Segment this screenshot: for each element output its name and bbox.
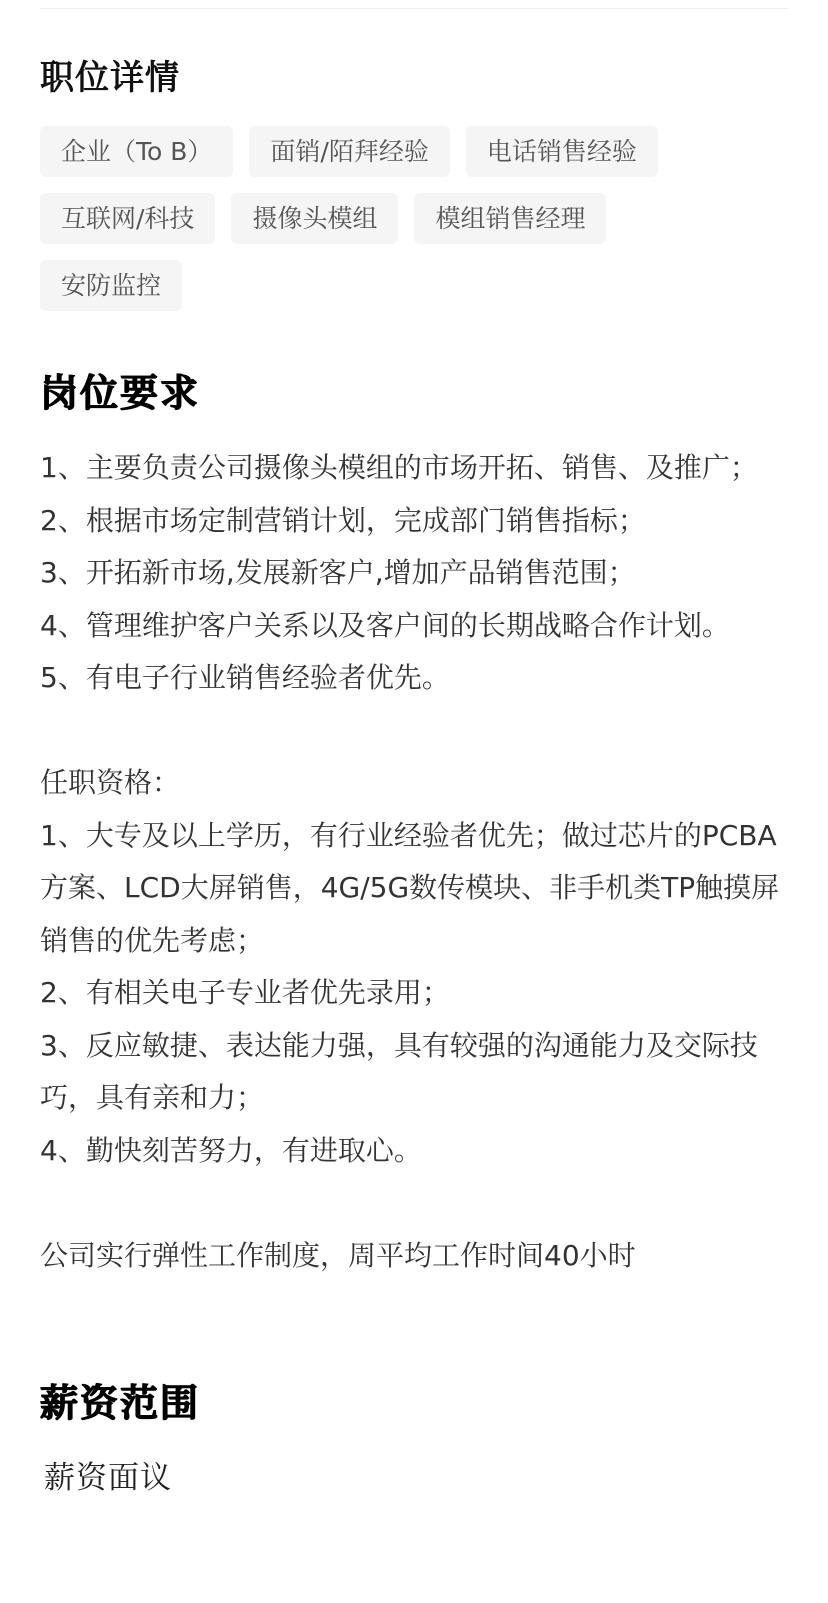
job-tag: 摄像头模组 bbox=[231, 193, 398, 244]
job-tag: 安防监控 bbox=[40, 260, 182, 311]
tag-row bbox=[40, 126, 790, 177]
tag-row bbox=[40, 193, 790, 244]
job-tag: 模组销售经理 bbox=[414, 193, 606, 244]
top-divider bbox=[40, 8, 788, 9]
job-details-title: 职位详情 bbox=[40, 58, 180, 98]
salary-value: 薪资面议 bbox=[44, 1460, 172, 1496]
job-tag: 面销/陌拜经验 bbox=[249, 126, 449, 177]
job-tag: 电话销售经验 bbox=[466, 126, 658, 177]
job-tag: 互联网/科技 bbox=[40, 193, 215, 244]
requirements-title: 岗位要求 bbox=[40, 371, 201, 415]
tag-row bbox=[40, 260, 790, 311]
job-description-text: 1、主要负责公司摄像头模组的市场开拓、销售、及推广； 2、根据市场定制营销计划，完成部门销售指标； 3、开拓新市场,发展新客户,增加产品销售范围； 4、管理维护客户关系以及客户间的长期战略合作计划。 5、有电子行业销售经验者优先。 任职资格： 1、大专及以上学历，有行业经验者优先；做过芯片的PCBA方案、LCD大屏销售，4G/5G数传模块、非手机类TP触摸屏销售的优先考虑； 2、有相关电子专业者优先录用； 3、反应敏捷、表达能力强，具有较强的沟通能力及交际技巧，具有亲和力； 4、勤快刻苦努力，有进取心。 公司实行弹性工作制度，周平均工作时间40小时 bbox=[40, 451, 780, 1272]
salary-title: 薪资范围 bbox=[40, 1381, 201, 1425]
job-tags bbox=[40, 126, 790, 327]
job-tag: 企业（To B） bbox=[40, 126, 233, 177]
